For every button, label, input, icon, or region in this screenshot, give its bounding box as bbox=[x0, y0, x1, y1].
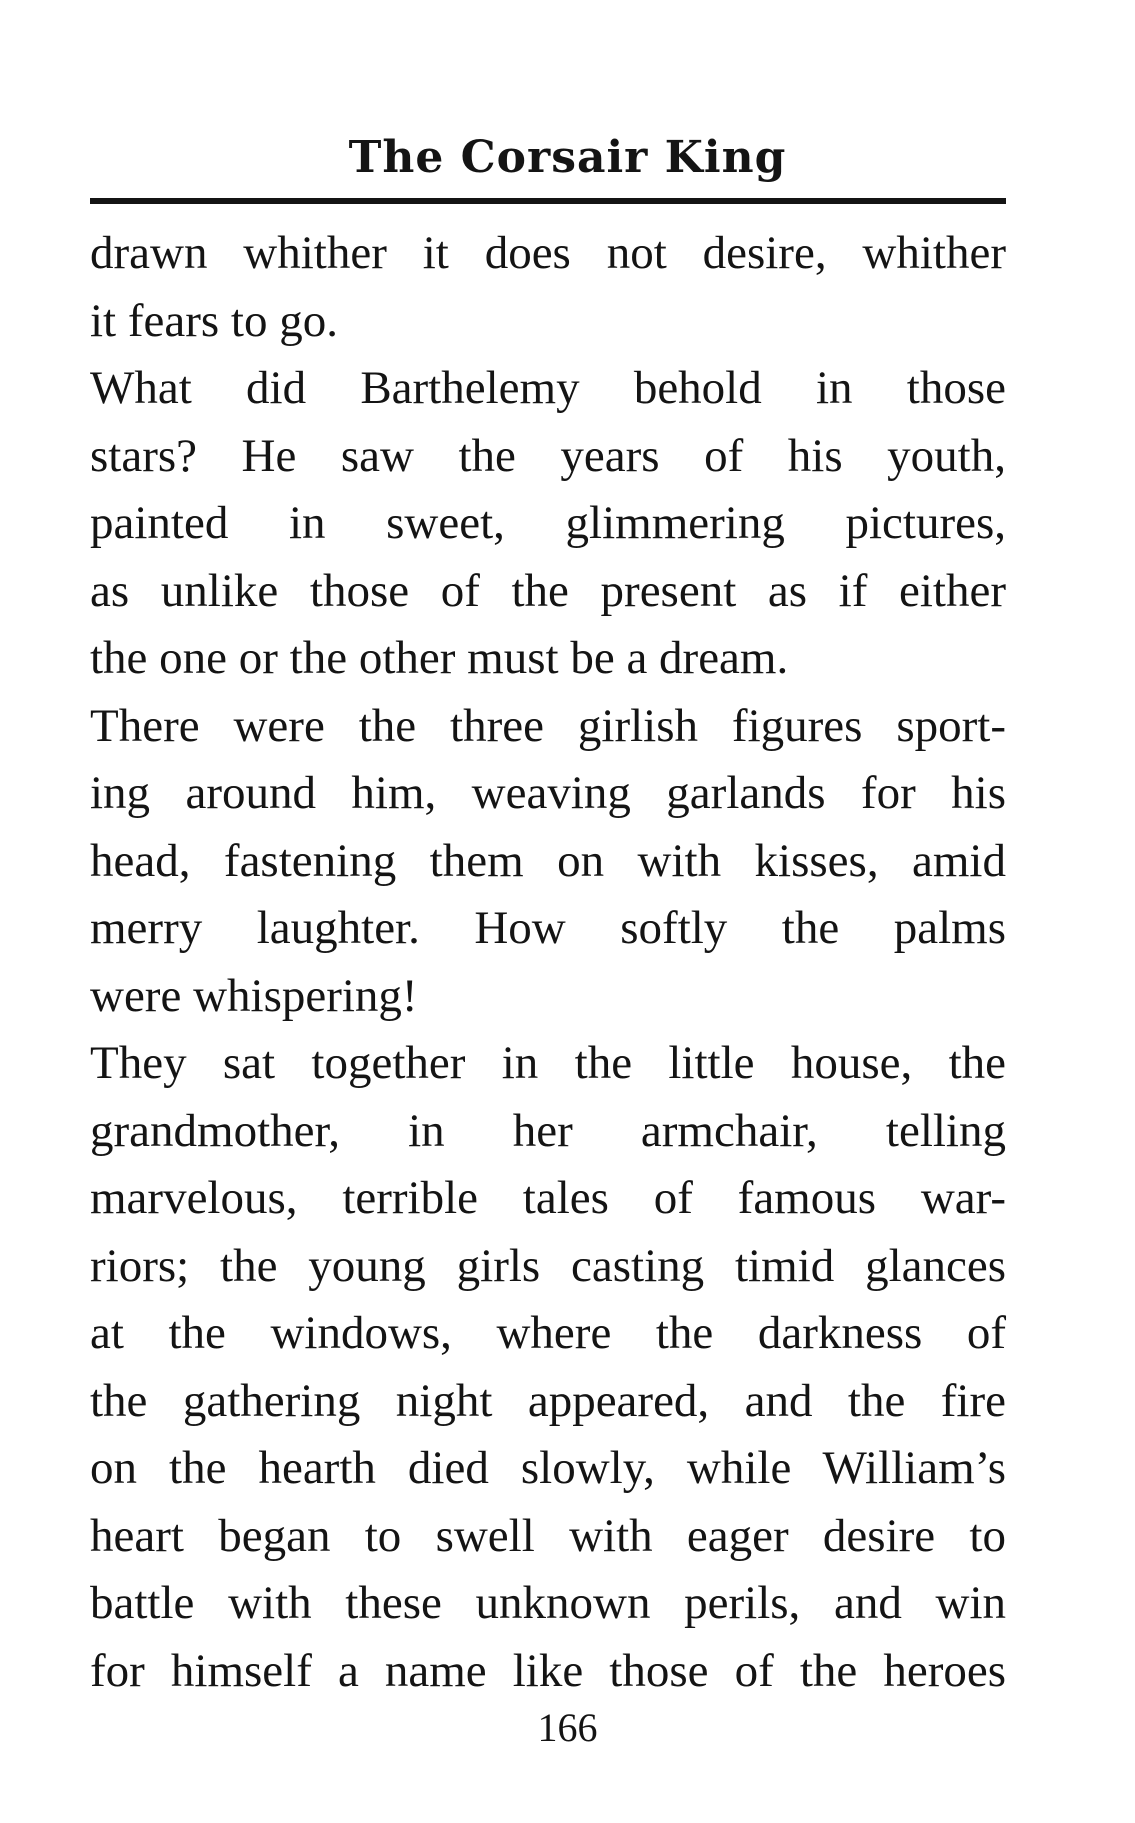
header-rule bbox=[90, 198, 1006, 204]
text-line: at the windows, where the darkness of bbox=[90, 1307, 1006, 1359]
text-line: merry laughter. How softly the palms bbox=[90, 902, 1006, 954]
text-line: grandmother, in her armchair, telling bbox=[90, 1104, 1006, 1157]
text-line: it fears to go. bbox=[90, 294, 338, 347]
text-line: head, fastening them on with kisses, amid bbox=[90, 834, 1006, 887]
text-line: marvelous, terrible tales of famous war- bbox=[90, 1172, 1006, 1224]
text-line: riors; the young girls casting timid glances bbox=[90, 1239, 1006, 1292]
text-line: heart began to swell with eager desire to bbox=[90, 1509, 1006, 1562]
text-line: the one or the other must be a dream. bbox=[90, 632, 789, 684]
text-line: the gathering night appeared, and the fire bbox=[90, 1374, 1006, 1427]
text-line: drawn whither it does not desire, whither bbox=[90, 227, 1006, 279]
text-line: for himself a name like those of the heroes bbox=[90, 1644, 1006, 1697]
text-line: on the hearth died slowly, while William’s bbox=[90, 1442, 1006, 1494]
text-line: painted in sweet, glimmering pictures, bbox=[90, 497, 1006, 549]
text-line: were whispering! bbox=[90, 969, 418, 1022]
text-line: ing around him, weaving garlands for his bbox=[90, 767, 1006, 819]
text-line: They sat together in the little house, the bbox=[90, 1037, 1006, 1089]
text-line: battle with these unknown perils, and win bbox=[90, 1577, 1006, 1629]
body-text bbox=[90, 220, 1006, 1705]
text-line: as unlike those of the present as if either bbox=[90, 564, 1006, 617]
running-head-title: The Corsair King bbox=[348, 132, 787, 183]
text-line: stars? He saw the years of his youth, bbox=[90, 429, 1006, 482]
text-line: What did Barthelemy behold in those bbox=[90, 362, 1006, 414]
page-number: 166 bbox=[537, 1705, 598, 1750]
text-line: There were the three girlish figures sport- bbox=[90, 699, 1006, 752]
